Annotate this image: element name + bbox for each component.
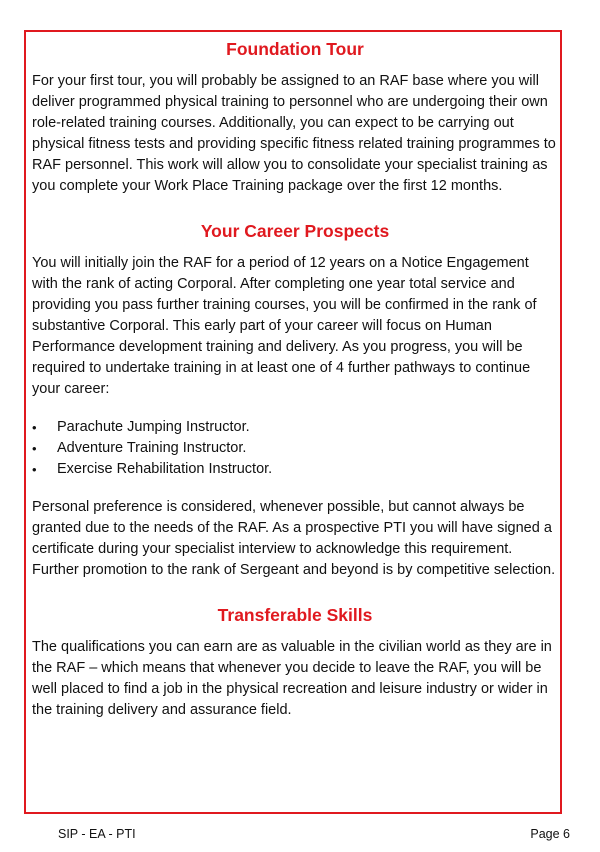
pathway-item (32, 459, 558, 480)
bullet-icon: • (32, 462, 37, 477)
bullet-icon: • (32, 420, 37, 435)
transferable-skills-heading: Transferable Skills (217, 605, 373, 625)
pathway-item (32, 438, 558, 459)
foundation-tour-heading: Foundation Tour (226, 39, 364, 59)
transferable-skills-paragraph: The qualifications you can earn are as valuable in the civilian world as they are in the RAF – which means that whenever you decide to leave the RAF, you will be well placed to find a job in the physical recreation and leisure industry or wider in the training delivery and assurance field. (32, 639, 552, 718)
foundation-tour-paragraph: For your first tour, you will probably be assigned to an RAF base where you will deliver programmed physical training to personnel who are undergoing their own role-related training courses. Additionally, you can expect to be carrying out physical fitness tests and providing specific fitness related training programmes to RAF personnel. This work will allow you to consolidate your specialist training as you complete your Work Place Training package over the first 12 months. (32, 73, 556, 194)
footer-document-code: SIP - EA - PTI (58, 827, 136, 841)
career-prospects-closing: Personal preference is considered, whenever possible, but cannot always be granted due to the needs of the RAF. As a prospective PTI you will have signed a certificate during your specialist interview to acknowledge this requirement. Further promotion to the rank of Sergeant and beyond is by competitive selection. (32, 499, 556, 578)
pathway-label: Adventure Training Instructor. (57, 440, 247, 456)
career-prospects-intro: You will initially join the RAF for a period of 12 years on a Notice Engagement with the rank of acting Corporal. After completing one year total service and providing you pass further training courses, you will be confirmed in the rank of substantive Corporal. This early part of your career will focus on Human Performance development training and delivery. As you progress, you will be required to undertake training in at least one of 4 further pathways to continue your career: (32, 255, 537, 397)
pathway-list (32, 417, 558, 480)
bullet-icon: • (32, 441, 37, 456)
page-content (32, 36, 558, 721)
pathway-item (32, 417, 558, 438)
pathway-label: Exercise Rehabilitation Instructor. (57, 461, 273, 477)
career-prospects-heading: Your Career Prospects (200, 221, 390, 241)
footer-page-number: Page 6 (530, 827, 570, 841)
pathway-label: Parachute Jumping Instructor. (57, 419, 250, 435)
